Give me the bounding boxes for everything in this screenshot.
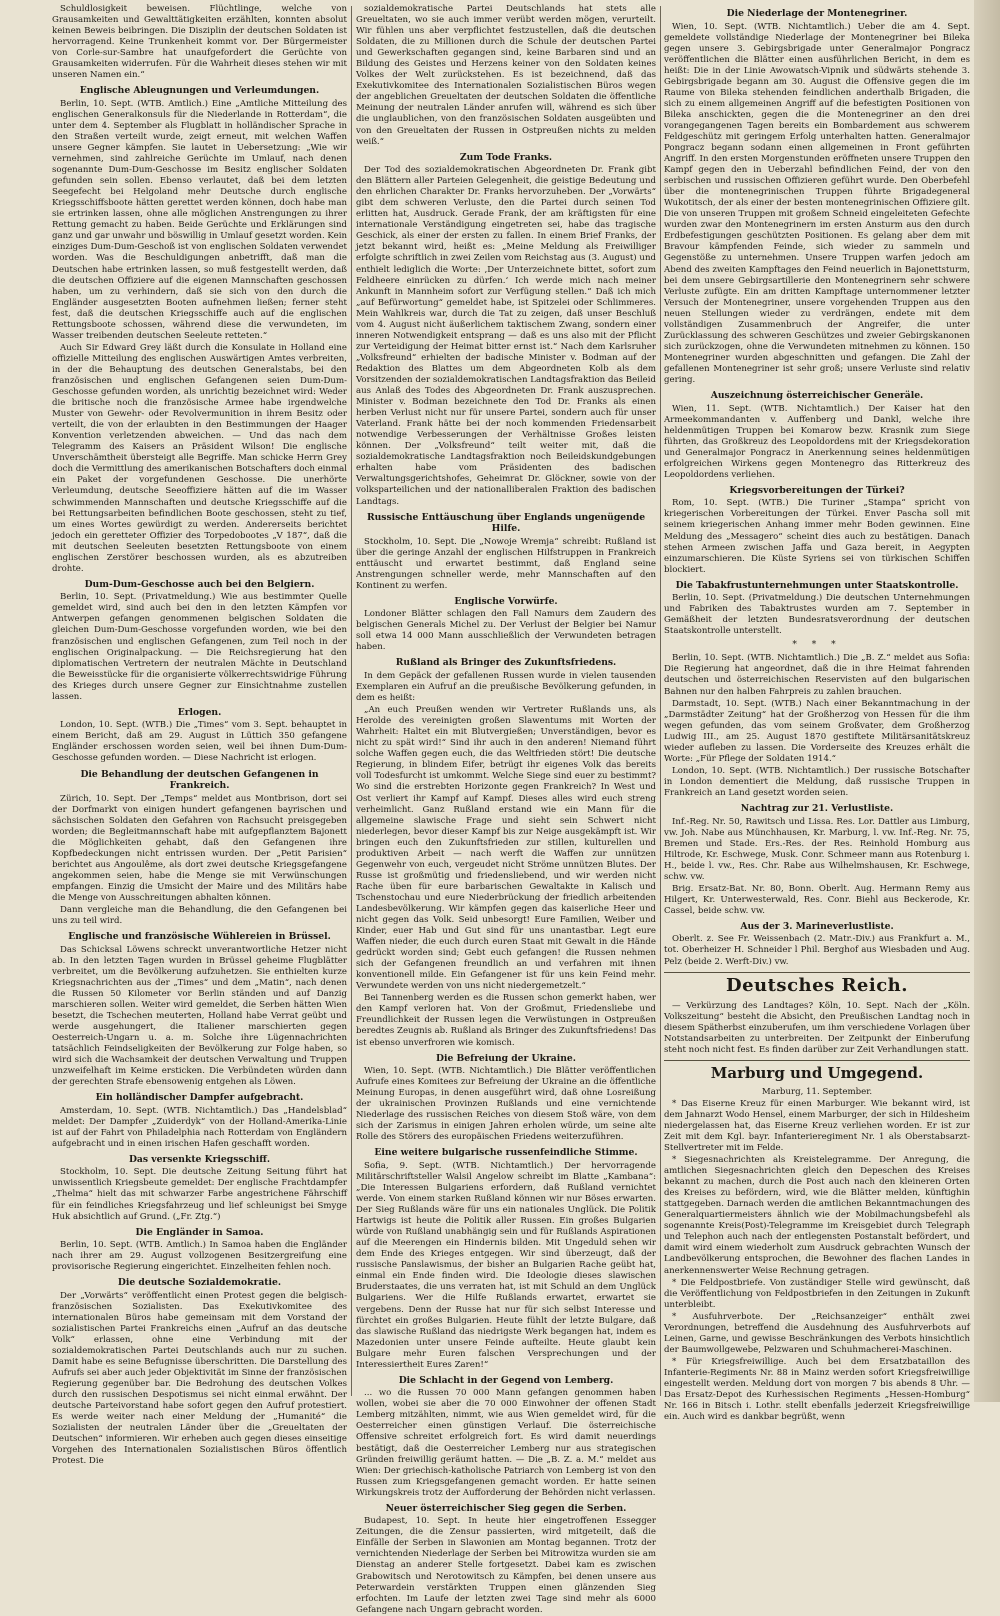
article-paragraph: ... wo die Russen 70 000 Mann gefangen genommen haben wollen, wobei sie aber die 70 000 Einwohner der offenen Stadt Lemberg mitzählten, nimmt, wie aus Wien gemeldet wird, für die Oesterreicher einen günstigen Verlauf. Die österreichische Offensive schreitet erfolgreich fort. Es wird damit neuerdings bestätigt, daß die Oesterreicher Lemberg nur aus strategischen Gründen freiwillig geräumt hatten. — Die „B. Z. a. M.“ meldet aus Wien: Der griechisch-katholische Patriarch von Lemberg ist von den Russen zum Kriegsgefangenen gemacht worden. Er hatte seinen Wirkungskreis trotz der Aufforderung der Behörden nicht verlassen. — [356, 1388, 656, 1498]
article-paragraph: Stockholm, 10. Sept. Die deutsche Zeitung Seitung führt hat unwissentlich Kriegsbeute gemeldet: Der englische Frachtdampfer „Thelma“ hielt das mit schwarzer Farbe angestrichene Fährschiff für ein feindliches Kriegsfahrzeug und lief schleunigst bei Smyge Huk absichtlich auf Grund. („Fr. Ztg.“) — [52, 1167, 347, 1222]
separator-stars: * * * — [792, 640, 842, 651]
article-paragraph: Berlin, 10. Sept. (Privatmeldung.) Wie aus bestimmter Quelle gemeldet wird, sind auch bei den in den letzten Kämpfen vor Antwerpen gefangen genommenen belgischen Soldaten die gleichen Dum-Dum-Geschosse vorgefunden worden, wie bei den französischen und englischen Gefangenen, zum Teil noch in der englischen Originalpackung. — Die Reichsregierung hat den diplomatischen Vertretern der neutralen Mächte in Deutschland die Beweisstücke für die organisierte völkerrechtswidrige Führung des Krieges durch unsere Gegner zur Einsichtnahme zustellen lassen. — [52, 592, 347, 702]
article-paragraph: Berlin, 10. Sept. (WTB. Nichtamtlich.) Die „B. Z.“ meldet aus Sofia: Die Regierung hat angeordnet, daß die in ihre Heimat fahrenden deutschen und österreichischen Reservisten auf den bulgarischen Bahnen nur den halben Fahrpreis zu zahlen brauchen. — [664, 653, 970, 697]
article-heading: Die Behandlung der deutschen Gefangenen in Frankreich. — [80, 768, 319, 791]
article-paragraph: — Verkürzung des Landtages? Köln, 10. Sept. Nach der „Köln. Volkszeitung“ besteht die Absicht, den Preußischen Landtag noch in diesem Spätherbst einzuberufen, um ihm verschiedene Vorlagen über Notstandsarbeiten zu unterbreiten. Der Zeitpunkt der Einberufung steht noch nicht fest. Es finden darüber zur Zeit Verhandlungen statt. — [664, 1000, 970, 1055]
article-paragraph: Stockholm, 10. Sept. Die „Nowoje Wremja“ schreibt: Rußland ist über die geringe Anzahl der englischen Hilfstruppen in Frankreich enttäuscht und erwartet bestimmt, daß England seine Anstrengungen schneller werde, mehr Mannschaften auf den Kontinent zu werfen. — [356, 536, 656, 591]
article-heading: Das versenkte Kriegsschiff. — [128, 1153, 271, 1165]
article-paragraph: Rom, 10. Sept. (WTB.) Die Turiner „Stampa“ spricht von kriegerischen Vorbereitungen der Türkei. Enver Pascha soll mit seinem kriegerischen Anhang immer mehr Boden gewinnen. Eine Meldung des „Messagero“ scheint dies auch zu bestätigen. Danach stehen Armeen zwischen Jaffa und Gaza bereit, in Aegypten einzumarschieren. Die Küste Syriens sei von türkischen Schiffen blockiert. — [664, 498, 970, 575]
article-heading: Ein holländischer Dampfer aufgebracht. — [95, 1092, 304, 1104]
article-paragraph: Der Tod des sozialdemokratischen Abgeordneten Dr. Frank gibt den Blättern aller Parteien Gelegenheit, die geistige Bedeutung und den ehrlichen Charakter Dr. Franks hervorzuheben. Der „Vorwärts“ gibt dem schweren Verluste, den die Partei durch seinen Tod erlitten hat, Ausdruck. Gerade Frank, der am kräftigsten für eine internationale Verständigung eingetreten sei, habe das tragische Geschick, als einer der ersten zu fallen. In einem Brief Franks, der jetzt bekannt wird, heißt es: „Meine Meldung als Freiwilliger erfolgte schriftlich in zwei Zeilen vom Reichstag aus (3. August) und enthielt lediglich die Worte: ‚Der Unterzeichnete bittet, sofort zum Feldheere einrücken zu dürfen.‘ Ich werde mich nach meiner Ankunft in Mannheim sofort zur Verfügung stellen.“ Daß ich mich „auf Befürwortung“ gemeldet habe, ist Spitzelei oder Schlimmeres. Mein Wahlkreis war, durch die Tat zu zeigen, daß unser Beschluß vom 4. August nicht äußerlichem taktischem Zwang, sondern einer inneren Notwendigkeit entsprang — daß es uns also mit der Pflicht zur Verteidigung der Heimat bitter ernst ist.“ Nach dem Karlsruher „Volksfreund“ erhielten der badische Minister v. Bodman auf der Redaktion des Blattes um dem Abgeordneten Kolb als dem Vorsitzenden der sozialdemokratischen Landtagsfraktion das Beileid aus Anlaß des Todes des Abgeordneten Dr. Frank auszusprechen. Minister v. Bodman bezeichnete den Tod Dr. Franks als einen herben Verlust nicht nur für unsere Partei, sondern auch für unser Vaterland. Frank hätte bei der noch kommenden Friedensarbeit notwendige Verbesserungen der Verhältnisse Großes leisten können. Der „Volksfreund“ teilt weiter mit, daß die sozialdemokratische Landtagsfraktion noch Beileidskundgebungen erhalten habe vom Präsidenten des badischen Verwaltungsgerichtshofes, Geheimrat Dr. Glöckner, sowie von der volksparteilichen und der nationalliberalen Fraktion des badischen Landtags. — [356, 165, 656, 507]
article-paragraph: Londoner Blätter schlagen den Fall Namurs dem Zaudern des belgischen Generals Michel zu. Der Verlust der Belgier bei Namur soll etwa 14 000 Mann ausschließlich der Verwundeten betragen haben. — [356, 609, 656, 653]
article-paragraph: * Ausfuhrverbote. Der „Reichsanzeiger“ enthält zwei Verordnungen, betreffend die Ausdehnung des Ausfuhrverbots auf Leinen, Garne, und gewisse Beschränkungen des Verbots hinsichtlich der Baumwollgewebe, Pelzwaren und Schuhmacherei-Maschinen. — [664, 1311, 970, 1355]
article-paragraph: Inf.-Reg. Nr. 50, Rawitsch und Lissa. Res. Lor. Dattler aus Limburg, vw. Joh. Nabe aus Münchhausen, Kr. Marburg, l. vw. Inf.-Reg. Nr. 75, Bremen und Stade. Ers.-Res. der Res. Reinhold Homburg aus Hiltrode, Kr. Eschwege, Musk. Conr. Schmeer mann aus Rotenburg i. H., beide l. vw., Res. Chr. Rabe aus Wilhelmshausen, Kr. Eschwege, schw. vw. — [664, 816, 970, 882]
article-heading: Rußland als Bringer des Zukunftsfriedens. — [395, 657, 617, 669]
article-paragraph: „An euch Preußen wenden wir Vertreter Rußlands uns, als Herolde des vereinigten großen Slawentums mit Worten der Wahrheit: Haltet ein mit Blutvergießen; Unverständigen, bevor es nicht zu spät wird!“ Sind ihr auch in den anderen! Niemand führt solche Waffen gegen euch, die das Weltfrieden stört! Die deutsche Regierung, in blindem Eifer, betrügt ihr eigenes Volk das bereits voll Todesfurcht ist umkommt. Welche Siege sind euer zu bestimmt? Wo sind die erstrebten Horizonte gegen Frankreich? In West und Ost verliert ihr Kampf auf Kampf. Dieses alles wird euch streng verheimlicht. Ganz Rußland erstand wie ein Mann für die allgemeine slawische Frage und sieht sein Schwert nicht niederlegen, bevor dieser Kampf bis zur Neige ausgekämpft ist. Wir bringen euch den Zukunftsfrieden zur stillen, kulturellen und produktiven Arbeit — nach werft die Waffen zur unnützen Gegenwehr von euch, vergeudet nicht Ströme unnützen Blutes. Der Russe ist großmütig und friedensliebend, und wir werden nicht Rache üben für eure barbarischen Gewaltakte in Kalisch und Tschenstochau und eure Niederbrückung der friedlich arbeitenden Landesbevölkerung. Wir kämpfen gegen das kaiserliche Heer und nicht gegen das Volk. Seid unbesorgt! Eure Familien, Weiber und Kinder, euer Hab und Gut sind für uns unantastbar. Legt eure Waffen nieder, die euch durch euren Staat mit Gewalt in die Hände gedrückt worden sind; Gebt euch gefangen! die Russen nehmen sich der Gefangenen freundlich an und verfahren mit ihnen konventionell milde. Ein Gefangener ist für uns kein Feind mehr. Verwundete werden von uns nicht niedergemetzelt.“ — [356, 705, 656, 992]
article-paragraph: Amsterdam, 10. Sept. (WTB. Nichtamtlich.) Das „Handelsblad“ meldet: Der Dampfer „Zuiderdyk“ von der Holland-Amerika-Linie ist auf der Fahrt von Philadelphia nach Rotterdam von Engländern aufgebracht und in einen irischen Hafen geschafft worden. — [52, 1105, 347, 1149]
article-heading: Nachtrag zur 21. Verlustliste. — [740, 803, 894, 814]
article-paragraph: Berlin, 10. Sept. (Privatmeldung.) Die deutschen Unternehmungen und Fabriken des Tabaktrustes wurden am 7. September in Gemäßheit der letzten Bundesratsverordnung der deutschen Staatskontrolle unterstellt. — [664, 593, 970, 637]
article-heading: Die Niederlage der Montenegriner. — [726, 8, 908, 19]
article-paragraph: London, 10. Sept. (WTB. Nichtamtlich.) Der russische Botschafter in London dementiert die Meldung, daß russische Truppen in Frankreich an Land gesetzt worden seien. — [664, 765, 970, 798]
article-heading: Englische und französische Wühlereien in Brüssel. — [68, 931, 331, 943]
column-rule — [351, 6, 352, 1396]
article-heading: Englische Ableugnungen und Verleumdungen. — [79, 85, 320, 97]
article-heading: Neuer österreichischer Sieg gegen die Serben. — [385, 1502, 627, 1514]
article-paragraph: London, 10. Sept. (WTB.) Die „Times“ vom 3. Sept. behauptet in einem Bericht, daß am 29. August in Lüttich 350 gefangene Engländer erschossen worden seien, weil bei ihnen Dum-Dum-Geschosse gefunden worden. — Diese Nachricht ist erlogen. — [52, 720, 347, 764]
article-paragraph: Wien, 10. Sept. (WTB. Nichtamtlich.) Die Blätter veröffentlichen Aufrufe eines Komitees zur Befreiung der Ukraine an die öffentliche Meinung Europas, in denen ausgeführt wird, daß ohne Losreißung der ukrainischen Provinzen Rußlands und eine vernichtende Niederlage des russischen Reiches von diesem Stoß wäre, von dem sich der Zarismus in einigen Jahren erholen würde, um seine alte Rolle des Störers des europäischen Friedens weiterzuführen. — [356, 1066, 656, 1143]
article-paragraph: sozialdemokratische Partei Deutschlands hat stets alle Greueltaten, wo sie auch immer verübt werden mögen, verurteilt. Wir fühlen uns aber verpflichtet festzustellen, daß die deutschen Soldaten, die zu Millionen durch die Schule der deutschen Partei und Gewerkschaften gegangen sind, keine Barbaren sind und an Bildung des Geistes und Herzens keiner von den Soldaten keines Volkes der Welt zurückstehen. Es ist bezeichnend, daß das Exekutivkomitee des Internationalen Sozialistischen Büros wegen der angeblichen Greueltaten der deutschen Soldaten die öffentliche Meinung der neutralen Länder anrufen will, während es sich über die unglaublichen, von den französischen Soldaten ausgeübten und von den Greueltaten der Russen in Ostpreußen nichts zu melden weiß.“ — [356, 4, 656, 147]
article-heading: Eine weitere bulgarische russenfeindliche Stimme. — [374, 1147, 638, 1159]
article-paragraph: Sofia, 9. Sept. (WTB. Nichtamtlich.) Der hervorragende Militärschriftsteller Walsil Angelow schreibt im Blatte „Kambana“: „Die Interessen Bulgariens erfordern, daß Rußland vernichtet werde. Von einem starken Rußland können wir nur Böses erwarten. Der Sieg Rußlands wäre für uns ein nationales Unglück. Die Politik Hartwigs ist heute die Politik aller Russen. Ein großes Bulgarien würde von Rußland unabhängig sein und für Rußlands Aspirationen auf die Meerengen ein Hindernis bilden. Mit Ungeduld sehen wir dem Ende des Krieges entgegen. Wir sind überzeugt, daß der russische Panslawismus, der bisher an Bulgarien Rache geübt hat, einmal ein Ende finden wird. Die Ideologie dieses slawischen Bruderstaates, die uns verraten hat, ist mit Schuld an dem Unglück Bulgariens. Wer die Hilfe Rußlands erwartet, erwartet sie vergebens. Denn der Russe hat nur für sich selbst Interesse und fürchtet ein großes Bulgarien. Heute fühlt der letzte Bulgare, daß das slawische Rußland das niedrigste Werk begangen hat, indem es Mazedonien unter unsere Feinde aufteilte. Heute glaubt kein Bulgare mehr Euren falschen Versprechungen und der Interessiertheit Eures Zaren!“ — [356, 1160, 656, 1370]
article-paragraph: Auch Sir Edward Grey läßt durch die Konsulate in Holland eine offizielle Mitteilung des englischen Auswärtigen Amtes verbreiten, in der die Behauptung des deutschen Generalstabs, bei den französischen und englischen Gefangenen seien Dum-Dum-Geschosse gefunden worden, als unrichtig bezeichnet wird: Weder die britische noch die französische Armee habe irgendwelche Muster von Gewehr- oder Revolvermunition in ihrem Besitz oder verteilt, die von der erlaubten in den Bestimmungen der Haager Konvention verletzenden abweichen. — Und das nach dem Telegramm des Kaisers an Präsident Wilson! Die englische Unverschämtheit übersteigt alle Begriffe. Man schicke Herrn Grey doch die Vermittlung des amerikanischen Botschafters doch einmal ein Paket der vorgefundenen Geschosse. Die unerhörte Verleumdung, deutsche Seeoffiziere hätten auf die im Wasser schwimmenden Mannschaften und deutsche Kriegsschiffe auf die bei Rettungsarbeiten befindlichen Boote geschossen, steht zu tief, um eines Wortes gewürdigt zu werden. Andererseits berichtet jedoch ein geretteter Offizier des Torpedobootes „V 187“, daß die mit deutschen Seeleuten besetzten Rettungsboote von einem englischen Zerstörer beschossen wurden, als es abzutreiben drohte. — [52, 342, 347, 574]
article-heading: Die Befreiung der Ukraine. — [436, 1052, 576, 1064]
article-heading: Die Schlacht in der Gegend von Lemberg. — [398, 1374, 614, 1386]
article-heading: Aus der 3. Marineverlustliste. — [740, 920, 894, 932]
article-paragraph: Wien, 10. Sept. (WTB. Nichtamtlich.) Ueber die am 4. Sept. gemeldete vollständige Niederlage der Montenegriner bei Bileka gegen unsere 3. Gebirgsbrigade unter Generalmajor Pongracz veröffentlichen die Blätter einen ausführlichen Bericht, in dem es heißt: Die in der Linie Awowatsch-Vipnik und südwärts stehende 3. Gebirgsbrigade begann am 30. August die Offensive gegen die im Raume von Bileka stehenden feindlichen anderthalb Brigaden, die sich zu einem allgemeinen Angriff auf die befestigten Positionen von Bileka anschickten, gegen die die Montenegriner an den drei vorangegangenen Tagen bereits ein Bombardement aus schwerem Feldgeschütz mit geringem Erfolg unterhalten hatten. Generalmajor Pongracz begann sodann einen allgemeinen in Front geführten Angriff. In den ersten Morgenstunden eröffneten unsere Truppen den Kampf gegen den in Ueberzahl befindlichen Feind, der von den serbischen und russischen Offizieren geführt wurde. Den Oberbefehl über die montenegrinischen Truppen führte Brigadegeneral Wukotitsch, der als einer der besten montenegrinischen Offiziere gilt. Die von unseren Truppen mit großem Schneid eingeleiteten Gefechte wurden zwar den Montenegrinern im ersten Ansturm aus den durch Erdbefestigungen geschützten Positionen. Es gelang aber dem mit Bravour kämpfenden Feinde, sich wieder zu sammeln und Gegenstöße zu unternehmen. Unsere Truppen warfen jedoch am Abend des zweiten Kampftages den Feind neuerlich in Bajonettsturm, bei dem unsere Gebirgsartillerie den Montenegrinern sehr schwere Verluste zufügte. Ein am dritten Kampftage unternommener letzter Versuch der Montenegriner, unsere vorgehenden Truppen aus den neuen Stellungen wieder zu verdrängen, endete mit dem vollständigen Zusammenbruch der Angreifer, die unter Zurücklassung des schweren Geschützes und zweier Gebirgskanonen sich zurückzogen, ohne die Verwundeten mitnehmen zu können. 150 Montenegriner wurden abgeschnitten und gefangen. Die Zahl der gefallenen Montenegriner ist sehr groß; unsere Verluste sind relativ gering. — [664, 21, 970, 385]
article-heading: Kriegsvorbereitungen der Türkei? — [729, 484, 905, 496]
article-paragraph: Dann vergleiche man die Behandlung, die den Gefangenen bei uns zu teil wird. — [52, 904, 347, 927]
dateline: Marburg, 11. September. — [761, 1086, 873, 1097]
article-heading: Russische Enttäuschung über Englands ungenügende Hilfe. — [366, 511, 646, 535]
article-paragraph: * Siegesnachrichten als Kreistelegramme. Der Anregung, die amtlichen Siegesnachrichten gleich den Depeschen des Kreises bekannt zu machen, durch die Post auch nach den kleineren Orten des Kreises zu befördern, wird, wie die Blätter melden, künftighin stattgegeben. Darnach werden die amtlichen Bekanntmachungen des Generalquartiermeisters ähnlich wie der Mobilmachungsbefehl als sogenannte Kreis(Post)-Telegramme im Kreisgebiet durch Telegraph und Telephon auch nach der entlegensten Postanstalt befördert, und damit wird einem wiederholt zum Ausdruck gebrachten Wunsch der Landbevölkerung entsprochen, die Bewohner des flachen Landes in anerkennenswerter Weise Rechnung getragen. — [664, 1155, 970, 1276]
article-paragraph: * Das Eiserne Kreuz für einen Marburger. Wie bekannt wird, ist dem Jahnarzt Wodo Hensel, einem Marburger, der sich in Hildesheim niedergelassen hat, das Eiserne Kreuz verliehen worden. Er ist zur Zeit mit dem Kgl. bayr. Infanterieregiment Nr. 1 als Oberstabsarzt-Stellvertreter mit im Felde. — [664, 1098, 970, 1153]
column-rule — [660, 6, 661, 1396]
article-paragraph: Brig. Ersatz-Bat. Nr. 80, Bonn. Oberlt. Aug. Hermann Remy aus Hilgert, Kr. Unterwesterwald, Res. Conr. Biehl aus Beckerode, Kr. Cassel, beide schw. vw. — [664, 883, 970, 916]
section-heading: Deutsches Reich. — [664, 972, 970, 997]
article-paragraph: Das Schicksal Löwens schreckt unverantwortliche Hetzer nicht ab. In den letzten Tagen wurden in Brüssel geheime Flugblätter verbreitet, um die Bevölkerung aufzuhetzen. Sie enthielten kurze Kriegsnachrichten aus der „Times“ und dem „Matin“, nach denen die Russen 50 Kilometer vor Berlin ständen und auf Danzig marschieren sollen. Weiter wird gemeldet, die Serben hätten Wien besetzt, die Tschechen meuterten, Holland habe Verrat geübt und werde ausgehungert, die Italiener marschierten gegen Oesterreich-Ungarn u. a. m. Solche ihre Lügennachrichten tatsächlich Feindseligkeiten der Bevölkerung zur Folge haben, so wird sich die Wachsamkeit der deutschen Verwaltung und Truppen unzweifelhaft im Keime ersticken. Die Verbündeten würden dann der gerechten Strafe ebensowenig entgehen als Löwen. — [52, 944, 347, 1088]
column-3 — [664, 4, 970, 1423]
article-paragraph: Der „Vorwärts“ veröffentlicht einen Protest gegen die belgisch-französischen Sozialisten. Das Exekutivkomitee des internationalen Büros habe gemeinsam mit dem Vorstand der sozialistischen Partei Frankreichs einen „Aufruf an das deutsche Volk“ erlassen, ohne eine Verbindung mit der sozialdemokratischen Partei Deutschlands auch nur zu suchen. Damit habe es seine Befugnisse überschritten. Die Darstellung des Aufrufs sei aber auch jeder Objektivität im Sinne der französischen Regierung gegenüber bar. Die Bedrohung des deutschen Volkes durch den russischen Despotismus sei nicht einmal erwähnt. Der deutsche Parteivorstand habe sofort gegen den Aufruf protestiert. Es werde weiter nach einer Meldung der „Humanité“ die Sozialisten der neutralen Länder über die „Greueltaten der Deutschen“ informieren. Wir erheben auch gegen dieses einseitige Vorgehen des Internationalen Sozialistischen Büros öffentlich Protest. Die — [52, 1290, 347, 1467]
article-paragraph: Oberlt. z. See Fr. Weissenbach (2. Matr.-Div.) aus Frankfurt a. M., tot. Oberheizer H. Schneider l Phil. Berghof aus Wiesbaden und Aug. Pelz (beide 2. Werft-Div.) vw. — [664, 934, 970, 967]
article-heading: Englische Vorwürfe. — [454, 595, 558, 607]
article-heading: Erlogen. — [177, 706, 222, 718]
article-heading: Auszeichnung österreichischer Generäle. — [710, 390, 924, 402]
article-heading: Zum Tode Franks. — [459, 151, 553, 163]
page-edge — [974, 0, 1000, 1402]
article-paragraph: Schuldlosigkeit beweisen. Flüchtlinge, welche von Grausamkeiten und Gewalttätigkeiten erzählten, konnten absolut keinen Beweis beibringen. Die Disziplin der deutschen Soldaten ist hervorragend. Keine Trunkenheit kommt vor. Der Bürgermeister von Corle-sur-Sambre hat unaufgefordert die Gerüchte von Grausamkeiten widerrufen. Für die Wahrheit dieses stehen wir mit unseren Namen ein.“ — [52, 4, 347, 81]
article-paragraph: Berlin, 10. Sept. (WTB. Amtlich.) In Samoa haben die Engländer nach ihrer am 29. August vollzogenen Besitzergreifung eine provisorische Regierung eingerichtet. Einzelheiten fehlen noch. — [52, 1240, 347, 1273]
article-heading: Die Engländer in Samoa. — [135, 1226, 264, 1238]
article-paragraph: Zürich, 10. Sept. Der „Temps“ meldet aus Montbrison, dort sei der Dorfmarkt von einigen hundert gefangenen bayrischen und sächsischen Soldaten den Gefahren von Rachsucht preisgegeben worden; die Begleitmannschaft habe mit aufgepflanztem Bajonett die Möglichkeiten gehabt, daß den Gefangenen ihre Kopfbedeckungen nicht entrissen wurden. Der „Petit Parisien“ berichtet aus Angoulême, als dort zwei deutsche Kriegsgefangene angekommen seien, habe die Menge sie mit Verwünschungen empfangen. Einzig die Umsicht der Maire und des Militärs habe die Menge von Ausschreitungen abhalten können. — [52, 793, 347, 903]
column-1 — [52, 4, 347, 1467]
article-heading: Die deutsche Sozialdemokratie. — [117, 1277, 282, 1289]
column-2 — [356, 4, 656, 1615]
article-heading: Dum-Dum-Geschosse auch bei den Belgiern. — [84, 578, 315, 590]
article-paragraph: Budapest, 10. Sept. In heute hier eingetroffenen Essegger Zeitungen, die die Zensur passierten, wird mitgeteilt, daß die Einfälle der Serben in Slawonien am Montag begannen. Trotz der vernichtenden Niederlage der Serben bei Mitrowitza wurden sie am Dienstag an anderer Stelle fortgesetzt. Dabei kam es zwischen Grabowitsch und Nerotowitsch zu Kämpfen, bei denen unsere aus Peterwardein verstärkten Truppen einen glänzenden Sieg erfochten. Im Laufe der letzten zwei Tage sind mehr als 6000 Gefangene nach Ungarn gebracht worden. — [356, 1516, 656, 1615]
article-heading: Die Tabakfrustunternehmungen unter Staatskontrolle. — [675, 579, 959, 591]
article-paragraph: Berlin, 10. Sept. (WTB. Amtlich.) Eine „Amtliche Mitteilung des englischen Generalkonsuls für die Niederlande in Rotterdam“, die unter dem 4. September als Flugblatt in holländischer Sprache in den Straßen verteilt wurde, zeigt erneut, mit welchen Waffen unsere Gegner kämpfen. Sie lautet in Uebersetzung: „Wie wir vernehmen, sind zahlreiche Gerüchte im Umlauf, nach denen sogenannte Dum-Dum-Geschosse im Besitz englischer Soldaten gefunden sein sollen. Ebenso verlautet, daß bei dem letzten Seegefecht bei Helgoland mehr Deutsche durch englische Kriegsschiffsboote hätten gerettet werden können, doch habe man sie ertrinken lassen, ohne alle möglichen Anstrengungen zu ihrer Rettung gemacht zu haben. Beide Gerüchte und Erklärungen sind ganz und gar unwahr und böswillig in Umlauf gesetzt worden. Kein einziges Dum-Dum-Geschoß ist von englischen Soldaten verwendet worden. Was die Beschuldigungen anbetrifft, daß man die Deutschen habe ertrinken lassen, so muß festgestellt werden, daß die deutschen Offiziere auf die eigenen Mannschaften geschossen haben, um zu verhindern, daß sie sich von den durch die Engländer ausgesetzten Booten aufnehmen ließen; ferner steht fest, daß die deutschen Kriegsschiffe auch auf die englischen Rettungsboote schossen, während diese die verwundeten, im Wasser treibenden deutschen Seeleute retteten.“ — [52, 98, 347, 341]
article-paragraph: Darmstadt, 10. Sept. (WTB.) Nach einer Bekanntmachung in der „Darmstädter Zeitung“ hat der Großherzog von Hessen für die ihm wegen gefunden, das vom seinem Großvater, dem Großherzog Ludwig III., am 25. August 1870 gestiftete Militärsanitätskreuz wieder aufleben zu lassen. Die Vorderseite des Kreuzes erhält die Worte: „Für Pflege der Soldaten 1914.“ — [664, 698, 970, 764]
article-paragraph: * Die Feldpostbriefe. Von zuständiger Stelle wird gewünscht, daß die Veröffentlichung von Feldpostbriefen in den Zeitungen in Zukunft unterbleibt. — [664, 1277, 970, 1310]
section-heading: Marburg und Umgegend. — [664, 1060, 970, 1083]
article-paragraph: Wien, 11. Sept. (WTB. Nichtamtlich.) Der Kaiser hat den Armeekommandanten v. Auffenberg und Dankl, welche ihre heldenmütigen Truppen bei Komarow bezw. Krasnik zum Siege führten, das Großkreuz des Leopoldordens mit der Kriegsdekoration und Generalmajor Pongracz in Anerkennung seines heldenmütigen erfolgreichen Wirkens gegen Montenegro das Ritterkreuz des Leopoldordens verliehen. — [664, 403, 970, 480]
article-paragraph: In dem Gepäck der gefallenen Russen wurde in vielen tausenden Exemplaren ein Aufruf an die preußische Bevölkerung gefunden, in dem es heißt: — [356, 670, 656, 704]
article-paragraph: Bei Tannenberg werden es die Russen schon gemerkt haben, wer den Kampf verloren hat. Von der Großmut, Friedensliebe und Freundlichkeit der Russen legen die Verwüstungen in Ostpreußen beredtes Zeugnis ab. Rußland als Bringer des Zukunftsfriedens! Das ist ebenso unverfroren wie komisch. — [356, 993, 656, 1048]
article-paragraph: * Für Kriegsfreiwillige. Auch bei dem Ersatzbataillon des Infanterie-Regiments Nr. 88 in Mainz werden sofort Kriegsfreiwillige eingestellt werden. Meldung dort von morgen 7 bis abends 8 Uhr. — Das Ersatz-Depot des Kurhessischen Regiments „Hessen-Homburg“ Nr. 166 in Bitsch i. Lothr. stellt ebenfalls jederzeit Kriegsfreiwillige ein. Auch wird es dankbar begrüßt, wenn — [664, 1356, 970, 1423]
